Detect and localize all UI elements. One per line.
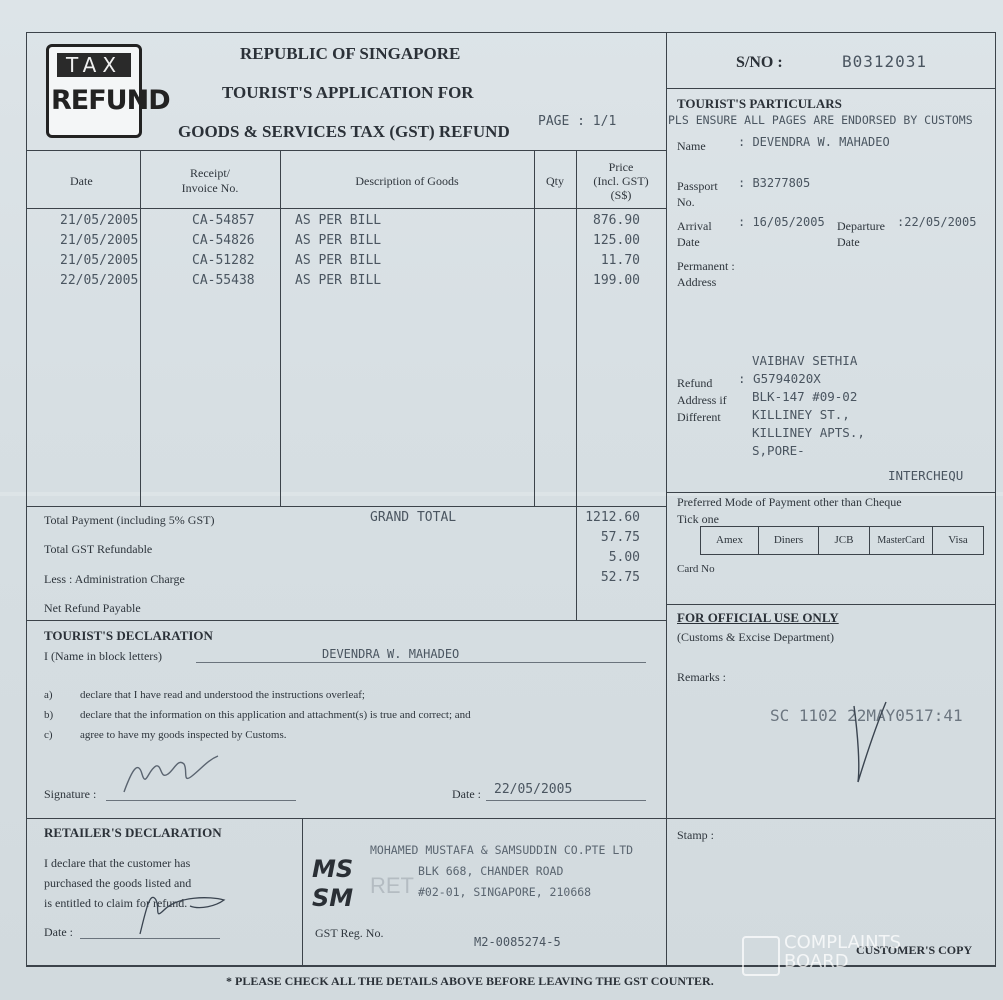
admin-charge-label: Less : Administration Charge (44, 572, 185, 586)
footer-notice: * PLEASE CHECK ALL THE DETAILS ABOVE BEFORE LEAVING THE GST COUNTER. (226, 974, 714, 988)
retailer-line-3: is entitled to claim for refund. (44, 896, 188, 910)
declaration-date-value: 22/05/2005 (494, 782, 573, 797)
page-number: PAGE : 1/1 (538, 114, 617, 129)
departure-value: :22/05/2005 (897, 215, 977, 229)
declaration-b-key: b) (44, 709, 54, 721)
retailer-stamp-line-1: MOHAMED MUSTAFA & SAMSUDDIN CO.PTE LTD (370, 843, 634, 857)
receipt-column (192, 211, 255, 291)
divider (140, 150, 141, 506)
arrival-value: : 16/05/2005 (738, 215, 825, 229)
table-cell-date: 21/05/2005 (60, 253, 139, 268)
table-cell-date: 21/05/2005 (60, 213, 139, 228)
divider (666, 88, 996, 89)
watermark-text: COMPLAINTS BOARD (784, 932, 902, 972)
retailer-date-label: Date : (44, 925, 73, 939)
watermark-icon (742, 936, 780, 976)
table-cell-price: 125.00 (593, 233, 640, 248)
tourist-declaration-title: TOURIST'S DECLARATION (44, 628, 213, 643)
passport-label: Passport No. (677, 179, 718, 209)
table-cell-receipt: CA-54857 (192, 213, 255, 228)
table-cell-description: AS PER BILL (295, 213, 382, 228)
divider (26, 208, 666, 209)
tourist-signature (118, 740, 228, 804)
gst-refundable-value: 57.75 (600, 530, 640, 545)
passport-value: : B3277805 (738, 176, 811, 190)
table-cell-price: 199.00 (593, 273, 640, 288)
endorse-notice: PLS ENSURE ALL PAGES ARE ENDORSED BY CUSTOMS (668, 113, 973, 127)
table-cell-price: 876.90 (593, 213, 640, 228)
refund-address-label: Refund Address if Different (677, 376, 727, 424)
payment-mode-label: Preferred Mode of Payment other than Cheque (677, 495, 902, 509)
retailer-logo-icon (310, 850, 365, 910)
particulars-title: TOURIST'S PARTICULARS (677, 96, 842, 111)
payment-option-diners[interactable]: Diners (758, 526, 819, 555)
header-gst-refund: GOODS & SERVICES TAX (GST) REFUND (178, 122, 510, 141)
customs-signature (846, 696, 896, 786)
col-date-header: Date (70, 174, 93, 188)
col-qty-header: Qty (546, 174, 564, 188)
admin-charge-value: 5.00 (608, 550, 640, 565)
total-payment-label: Total Payment (including 5% GST) (44, 513, 215, 527)
permanent-address-label: Permanent : Address (677, 259, 735, 289)
table-cell-receipt: CA-55438 (192, 273, 255, 288)
divider (26, 150, 666, 151)
declaration-a: declare that I have read and understood the instructions overleaf; (80, 689, 365, 701)
gst-reg-label: GST Reg. No. (315, 926, 384, 940)
table-cell-receipt: CA-51282 (192, 253, 255, 268)
name-block-value: DEVENDRA W. MAHADEO (322, 647, 460, 661)
declaration-a-key: a) (44, 689, 53, 701)
table-cell-description: AS PER BILL (295, 273, 382, 288)
table-cell-description: AS PER BILL (295, 233, 382, 248)
payment-option-mastercard[interactable]: MasterCard (869, 526, 933, 555)
official-use-title: FOR OFFICIAL USE ONLY (677, 610, 839, 625)
divider (666, 604, 996, 605)
declaration-c: agree to have my goods inspected by Customs. (80, 729, 287, 741)
stamp-label: Stamp : (677, 828, 715, 842)
retailer-stamp-line-3: #02-01, SINGAPORE, 210668 (418, 885, 592, 899)
gst-reg-value: M2-0085274-5 (474, 935, 561, 949)
official-use-sub: (Customs & Excise Department) (677, 630, 834, 644)
name-value: : DEVENDRA W. MAHADEO (738, 135, 890, 149)
payment-option-jcb[interactable]: JCB (818, 526, 870, 555)
refund-address-value: VAIBHAV SETHIA : G5794020X BLK-147 #09-02 KILLINEY ST., KILLINEY APTS., S,PORE- (738, 353, 865, 458)
grand-total-label: GRAND TOTAL (370, 510, 457, 525)
date-line (486, 800, 646, 801)
svg-text:SM: SM (312, 884, 354, 910)
divider (26, 818, 996, 819)
divider (302, 818, 303, 966)
divider (26, 620, 666, 621)
customs-stamp: SC 1102 22MAY0517:41 (770, 706, 963, 725)
refund-extra: INTERCHEQU (888, 468, 964, 483)
table-cell-description: AS PER BILL (295, 253, 382, 268)
name-label: Name (677, 139, 706, 153)
card-no-label: Card No (677, 563, 715, 575)
table-cell-price: 11.70 (600, 253, 640, 268)
declaration-c-key: c) (44, 729, 53, 741)
declaration-b: declare that the information on this application and attachment(s) is true and correct; and (80, 709, 471, 721)
signature-label: Signature : (44, 787, 97, 801)
divider (534, 150, 535, 506)
date-column (60, 211, 138, 291)
retailer-stamp-faded: RET (370, 873, 414, 898)
total-payment-value: 1212.60 (585, 510, 640, 525)
divider (666, 32, 667, 966)
header-republic: REPUBLIC OF SINGAPORE (240, 44, 461, 63)
retailer-line-1: I declare that the customer has (44, 856, 191, 870)
header-application: TOURIST'S APPLICATION FOR (222, 83, 474, 102)
tax-refund-logo (46, 44, 170, 138)
name-block-label: I (Name in block letters) (44, 649, 162, 663)
tick-one-label: Tick one (677, 512, 719, 526)
retailer-stamp-line-2: BLK 668, CHANDER ROAD (418, 864, 564, 878)
totals-column (576, 508, 640, 588)
gst-refundable-label: Total GST Refundable (44, 542, 153, 556)
col-description-header: Description of Goods (355, 174, 459, 188)
retailer-line-2: purchased the goods listed and (44, 876, 192, 890)
retailer-declaration-title: RETAILER'S DECLARATION (44, 825, 222, 840)
svg-text:MS: MS (312, 855, 354, 883)
divider (26, 506, 666, 507)
departure-label: Departure Date (837, 219, 885, 249)
remarks-label: Remarks : (677, 670, 726, 684)
net-refund-label: Net Refund Payable (44, 601, 141, 615)
logo-tax-text: TAX (57, 53, 131, 77)
net-refund-value: 52.75 (600, 570, 640, 585)
table-cell-date: 22/05/2005 (60, 273, 139, 288)
table-cell-date: 21/05/2005 (60, 233, 139, 248)
col-price-header: Price (Incl. GST) (S$) (593, 160, 649, 202)
payment-option-amex[interactable]: Amex (700, 526, 759, 555)
col-receipt-header: Receipt/ Invoice No. (181, 166, 239, 195)
sno-value: B0312031 (842, 52, 928, 71)
table-cell-receipt: CA-54826 (192, 233, 255, 248)
description-column (295, 211, 381, 291)
sno-label: S/NO : (736, 54, 783, 71)
arrival-label: Arrival Date (677, 219, 712, 249)
divider (666, 492, 996, 493)
retailer-signature (120, 870, 240, 940)
price-column (576, 211, 640, 291)
payment-option-visa[interactable]: Visa (932, 526, 984, 555)
name-line (196, 662, 646, 663)
logo-refund-text: REFUND (51, 85, 170, 116)
divider (280, 150, 281, 506)
declaration-date-label: Date : (452, 787, 481, 801)
customers-copy-label: CUSTOMER'S COPY (856, 943, 973, 957)
